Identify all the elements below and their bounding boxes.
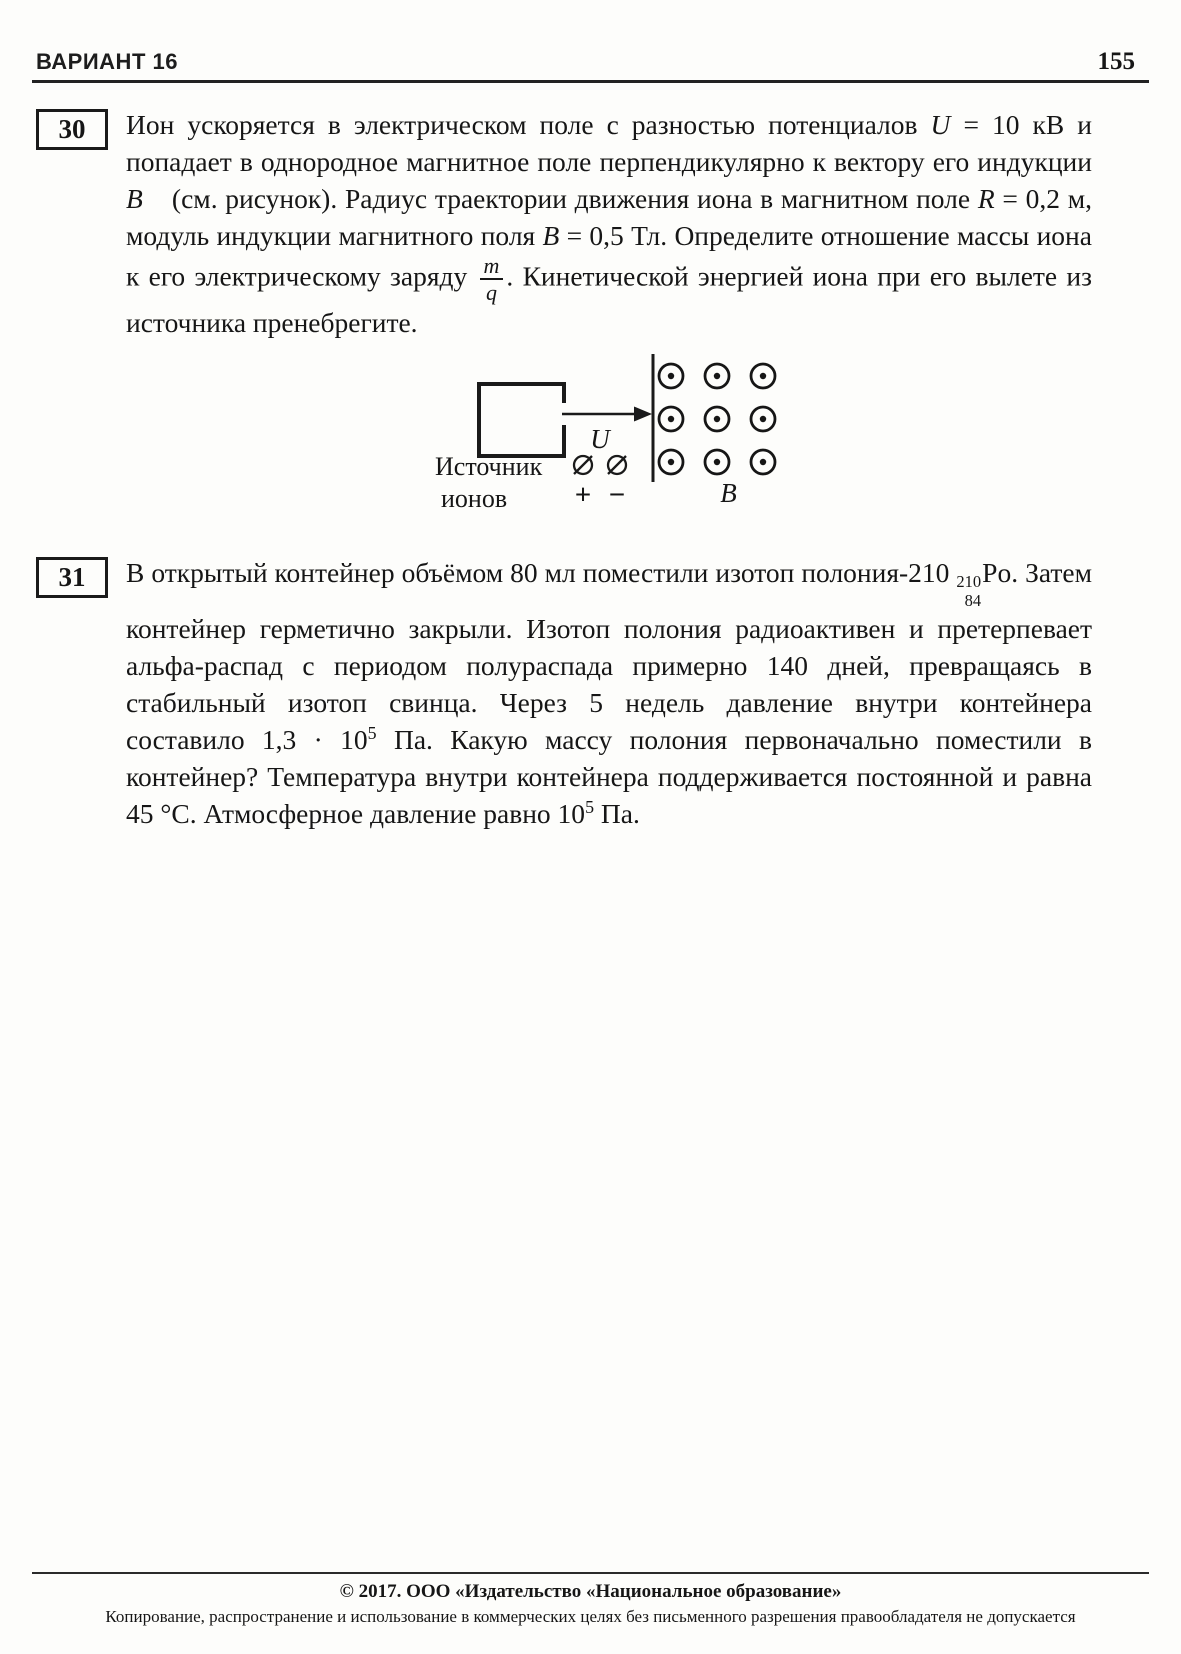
problem-31-text: В открытый контейнер объёмом 80 мл поместили изотоп полония-210 210 84 Po. Затем контейнер герметично закрыли. Изотоп полония радиоактивен и претерпевает альфа-распад с периодом полураспада примерно 140 дней, превращаясь в стабильный изотоп свинца. Через 5 недель давление внутри контейнера составило $1,3 \cdot 10^5$ Па. Какую массу полония первоначально поместили в контейнер? Температура внутри контейнера поддерживается постоянной и равна 45 °С. Атмосферное давление равно $10^5$ Па. bbox=[126, 557, 1092, 830]
minus-label: − bbox=[608, 479, 626, 512]
copyright-line: © 2017. ООО «Издательство «Национальное образование» bbox=[339, 1581, 842, 1602]
ion-source-label-line1: Источник bbox=[435, 452, 543, 482]
problem-31-body bbox=[126, 554, 1092, 832]
field-dot-icon bbox=[705, 450, 729, 474]
problem-30-number-box: 30 bbox=[36, 109, 108, 150]
problem-31-number-box: 31 bbox=[36, 557, 108, 598]
ion-source-label-line2: ионов bbox=[441, 484, 508, 514]
field-dot-icon bbox=[751, 364, 775, 388]
variant-label: ВАРИАНТ 16 bbox=[36, 49, 178, 74]
voltage-label: U bbox=[590, 424, 610, 455]
problem-31 bbox=[36, 554, 1092, 832]
circuit-diagram bbox=[431, 351, 823, 519]
copy-notice-line: Копирование, распространение и использование в коммерческих целях без письменного разрешения правообладателя не допускается bbox=[105, 1607, 1076, 1626]
plus-label: + bbox=[574, 479, 592, 512]
page-footer bbox=[0, 1581, 1181, 1627]
page-number: 155 bbox=[1097, 48, 1135, 75]
field-dot-icon bbox=[659, 364, 683, 388]
terminal-icon bbox=[608, 456, 626, 474]
field-dot-icon bbox=[705, 364, 729, 388]
field-dot-icon bbox=[705, 407, 729, 431]
footer-divider bbox=[32, 1572, 1149, 1574]
field-dot-icon bbox=[659, 407, 683, 431]
ion-source-box bbox=[479, 384, 564, 456]
problem-30-body bbox=[126, 106, 1092, 532]
field-dot-icon bbox=[751, 407, 775, 431]
header-divider bbox=[32, 80, 1149, 83]
beam-arrow-head bbox=[634, 407, 652, 422]
page-content bbox=[36, 106, 1092, 832]
field-dot-icon bbox=[751, 450, 775, 474]
problem-30-figure bbox=[431, 351, 823, 528]
problem-30-text: Ион ускоряется в электрическом поле с разностью потенциалов U = 10 кВ и попадает в однородное магнитное поле перпендикулярно к вектору его индукции B⃗ (см. рисунок). Радиус траектории движения иона в магнитном поле R = 0,2 м, модуль индукции магнитного поля B = 0,5 Тл. Определите отношение массы иона к его электрическому заряду $\frac{m}{q}$ . Кинетической энергией иона при его вылете из источника пренебрегите. bbox=[126, 109, 1092, 339]
page-header bbox=[36, 48, 1135, 76]
field-dots-grid bbox=[659, 364, 775, 474]
field-dot-icon bbox=[659, 450, 683, 474]
magnetic-field-label: B⃗ bbox=[720, 478, 758, 509]
problem-30 bbox=[36, 106, 1092, 532]
terminal-icon bbox=[574, 456, 592, 474]
